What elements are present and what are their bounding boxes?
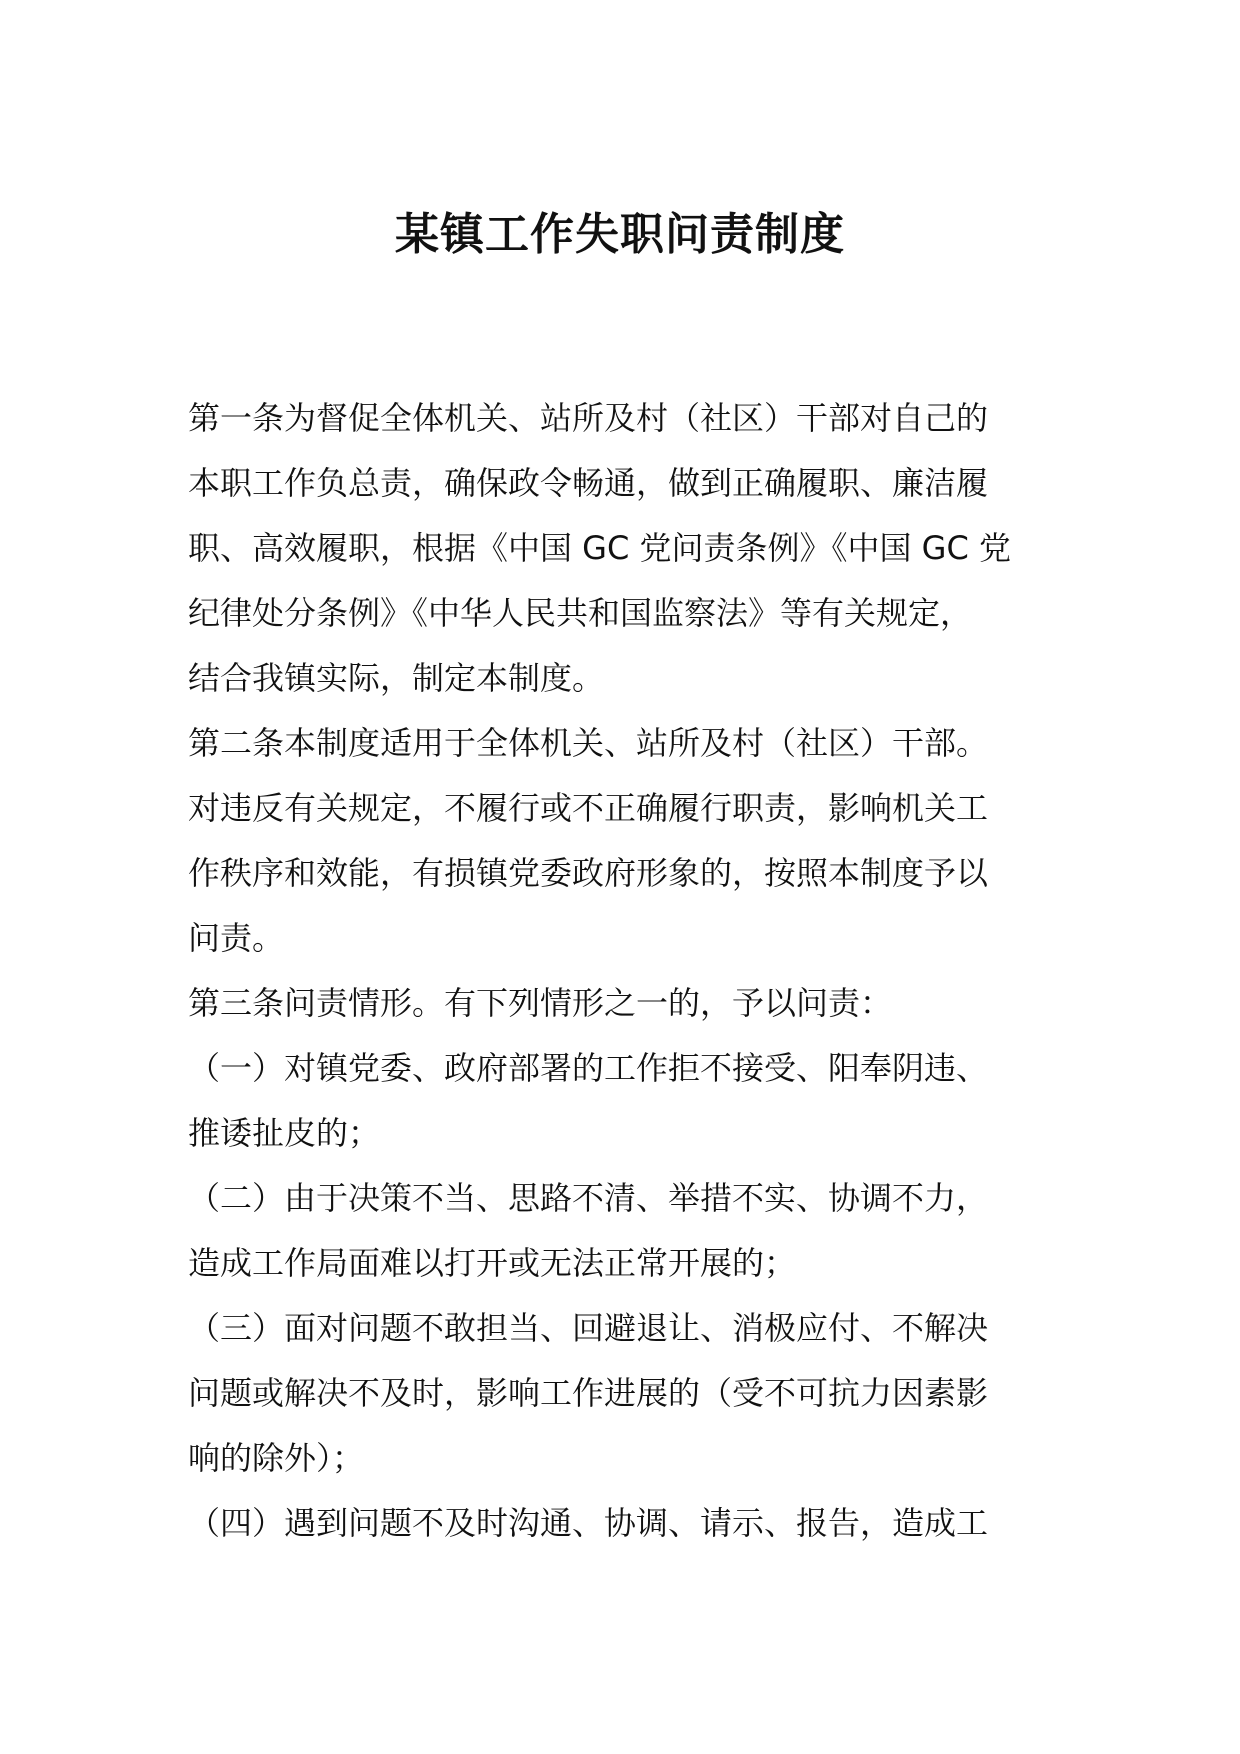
clause-1-paragraph: （一）对镇党委、政府部署的工作拒不接受、阳奉阴违、 推诿扯皮的；: [188, 1049, 989, 1152]
document-title: 某镇工作失职问责制度: [395, 209, 845, 260]
clause-4-paragraph: （四）遇到问题不及时沟通、协调、请示、报告，造成工: [188, 1504, 989, 1542]
article-2-paragraph: 第二条本制度适用于全体机关、站所及村（社区）干部。 对违反有关规定，不履行或不正确履行职责，影响机关工 作秩序和效能，有损镇党委政府形象的，按照本制度予以 问责。: [188, 724, 989, 957]
article-1-paragraph: 第一条为督促全体机关、站所及村（社区）干部对自己的 本职工作负总责，确保政令畅通，做到正确履职、廉洁履 职、高效履职，根据《中国 GC 党问责条例》《中国 GC 党 纪律处分条例》《中华人民共和国监察法》等有关规定， 结合我镇实际，制定本制度。: [188, 399, 1011, 697]
document-body: [188, 386, 1058, 1556]
clause-2-paragraph: （二）由于决策不当、思路不清、举措不实、协调不力， 造成工作局面难以打开或无法正常开展的；: [188, 1179, 989, 1282]
clause-3-paragraph: （三）面对问题不敢担当、回避退让、消极应付、不解决 问题或解决不及时，影响工作进展的（受不可抗力因素影 响的除外）；: [188, 1309, 989, 1477]
article-3-paragraph: 第三条问责情形。有下列情形之一的，予以问责：: [188, 984, 893, 1022]
